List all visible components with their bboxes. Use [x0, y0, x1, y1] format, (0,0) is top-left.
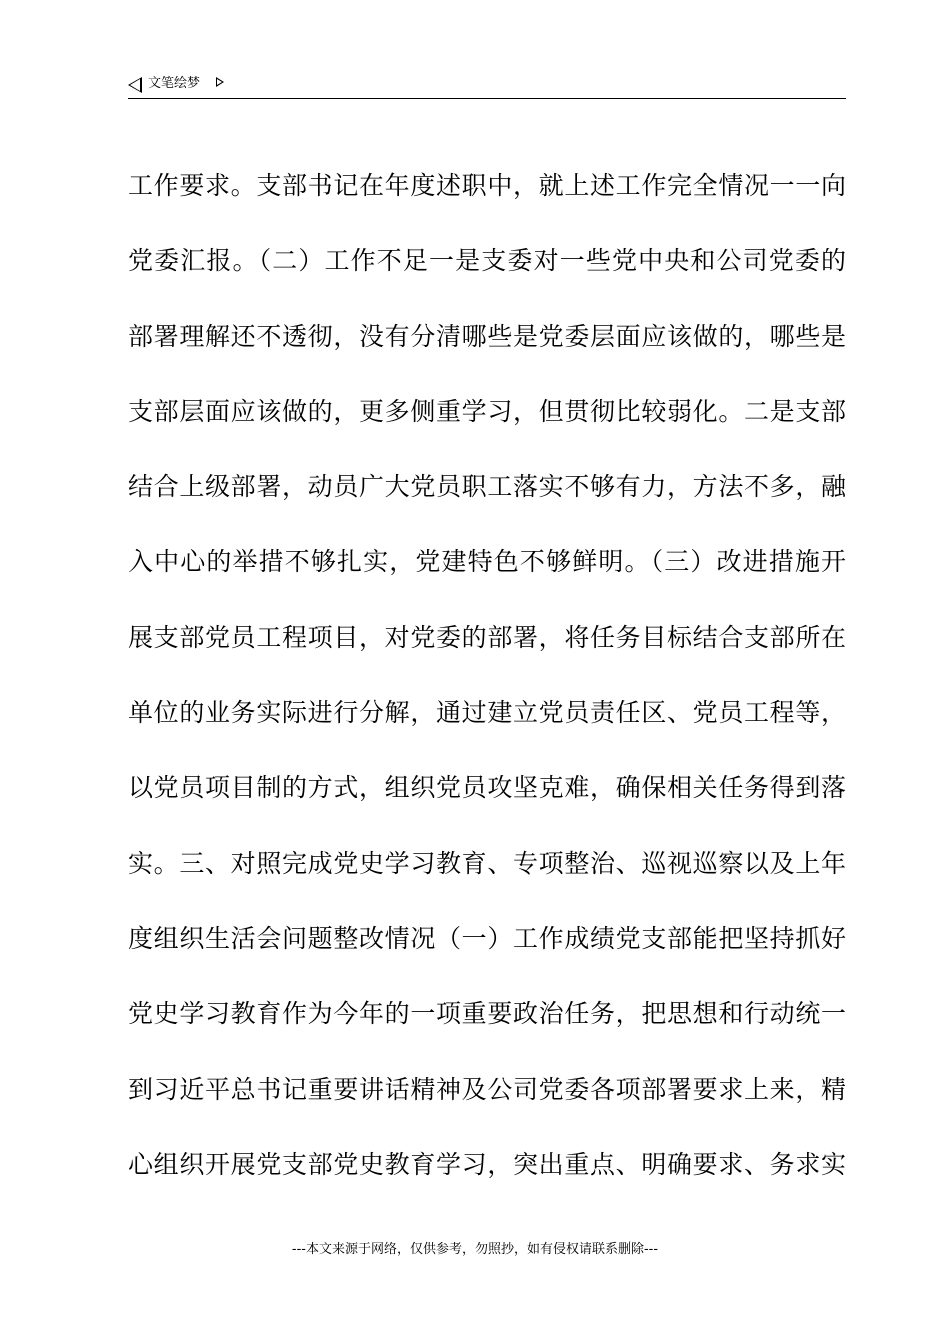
body-text — [128, 170, 846, 1224]
page-header — [128, 74, 846, 99]
text-line: 到习近平总书记重要讲话精神及公司党委各项部署要求上来，精 — [128, 1074, 846, 1104]
text-line: 工作要求。支部书记在年度述职中，就上述工作完全情况一一向 — [128, 171, 846, 200]
text-line: 实。三、对照完成党史学习教育、专项整治、巡视巡察以及上年 — [128, 848, 846, 878]
text-line: 单位的业务实际进行分解，通过建立党员责任区、党员工程等， — [128, 698, 846, 728]
text-line: 结合上级部署，动员广大党员职工落实不够有力，方法不多，融 — [128, 472, 846, 502]
text-line: 部署理解还不透彻，没有分清哪些是党委层面应该做的，哪些是 — [128, 321, 846, 351]
triangle-right-icon — [216, 77, 224, 87]
text-line: 党史学习教育作为今年的一项重要政治任务，把思想和行动统一 — [128, 999, 846, 1029]
text-line: 展支部党员工程项目，对党委的部署，将任务目标结合支部所在 — [128, 622, 846, 652]
page-footer: ---本文来源于网络，仅供参考，勿照抄，如有侵权请联系删除--- — [291, 1242, 659, 1257]
text-line: 心组织开展党支部党史教育学习，突出重点、明确要求、务求实 — [128, 1149, 846, 1179]
text-line: 党委汇报。（二）工作不足一是支委对一些党中央和公司党委的 — [128, 246, 846, 276]
text-line: 度组织生活会问题整改情况（一）工作成绩党支部能把坚持抓好 — [128, 923, 846, 953]
text-line: 以党员项目制的方式，组织党员攻坚克难，确保相关任务得到落 — [128, 773, 846, 803]
header-title: 文笔绘梦 — [148, 76, 201, 91]
triangle-left-icon — [128, 77, 142, 93]
text-line: 支部层面应该做的，更多侧重学习，但贯彻比较弱化。二是支部 — [128, 396, 846, 426]
text-line: 入中心的举措不够扎实，党建特色不够鲜明。（三）改进措施开 — [128, 547, 846, 577]
